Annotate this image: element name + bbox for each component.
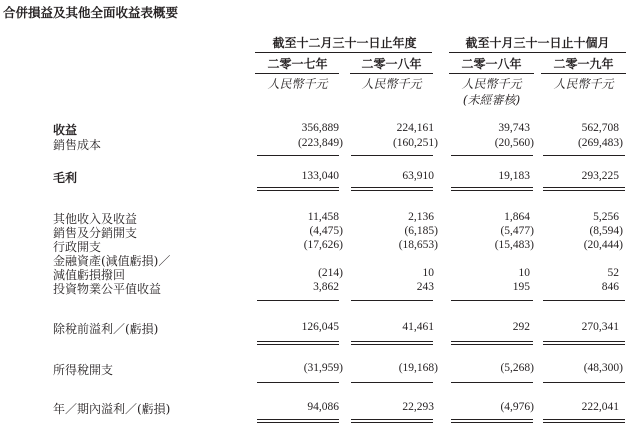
table-cell: 3,862: [313, 281, 339, 293]
row-label-impairment-line1: 金融資產(減值虧損)／: [53, 254, 171, 268]
total-rule: [351, 344, 433, 345]
total-rule: [543, 344, 625, 345]
table-cell: (5,268): [500, 362, 534, 374]
total-rule: [257, 344, 339, 345]
table-cell: 63,910: [402, 170, 434, 182]
table-cell: (4,976): [500, 401, 534, 413]
header-year-rule: [449, 73, 534, 74]
header-group-ten-months: 截至十月三十一日止十個月: [465, 36, 610, 50]
header-unit: 人民幣千元: [461, 77, 522, 91]
total-rule: [351, 187, 433, 188]
table-cell: (223,849): [297, 137, 343, 149]
table-cell: 224,161: [396, 122, 434, 134]
table-cell: (6,185): [404, 225, 438, 237]
total-rule: [451, 187, 533, 188]
header-unit: 人民幣千元: [267, 77, 328, 91]
table-cell: (269,483): [577, 137, 623, 149]
table-cell: (17,626): [303, 239, 343, 251]
row-label-selling-expenses: 銷售及分銷開支: [53, 226, 138, 240]
total-rule: [451, 341, 533, 342]
header-year-2018: 二零一八年: [361, 57, 422, 71]
subtotal-rule: [257, 155, 339, 156]
table-cell: 10: [422, 267, 434, 279]
table-cell: 19,183: [498, 170, 530, 182]
total-rule: [257, 190, 339, 191]
total-rule: [451, 190, 533, 191]
total-rule: [351, 422, 433, 423]
subtotal-rule: [451, 382, 533, 383]
table-cell: 52: [607, 267, 619, 279]
header-unit: 人民幣千元: [553, 77, 614, 91]
total-rule: [351, 341, 433, 342]
table-cell: (19,168): [398, 362, 438, 374]
table-cell: 10: [518, 267, 530, 279]
table-cell: (20,444): [583, 239, 623, 251]
table-cell: 270,341: [581, 321, 619, 333]
header-group-rule: [255, 52, 432, 53]
table-cell: 94,086: [307, 401, 339, 413]
header-year-2017: 二零一七年: [267, 57, 328, 71]
row-label-impairment-line2: 減值虧損撥回: [53, 268, 126, 282]
table-cell: 293,225: [581, 170, 619, 182]
row-label-gross-profit: 毛利: [53, 171, 78, 185]
header-year-rule: [255, 73, 339, 74]
table-cell: 562,708: [581, 122, 619, 134]
total-rule: [451, 422, 533, 423]
subtotal-rule: [351, 155, 433, 156]
table-cell: 846: [601, 281, 619, 293]
table-cell: 222,041: [581, 401, 619, 413]
row-label-other-income: 其他收入及收益: [53, 212, 138, 226]
total-rule: [543, 187, 625, 188]
row-label-profit-for-period: 年／期內溢利／(虧損): [53, 402, 171, 416]
total-rule: [257, 341, 339, 342]
subtotal-rule: [451, 300, 533, 301]
total-rule: [543, 190, 625, 191]
table-cell: 11,458: [307, 211, 339, 223]
header-period-2018: 二零一八年: [461, 57, 522, 71]
table-cell: 243: [416, 281, 434, 293]
total-rule: [543, 341, 625, 342]
header-period-2019: 二零一九年: [553, 57, 614, 71]
table-cell: 133,040: [301, 170, 339, 182]
table-cell: (160,251): [392, 137, 438, 149]
total-rule: [351, 190, 433, 191]
table-cell: (31,959): [303, 362, 343, 374]
header-group-rule: [449, 52, 626, 53]
row-label-cost-of-sales: 銷售成本: [53, 138, 102, 152]
table-cell: 39,743: [498, 122, 530, 134]
table-cell: (18,653): [398, 239, 438, 251]
table-cell: (214): [318, 267, 343, 279]
subtotal-rule: [543, 300, 625, 301]
table-cell: (8,594): [589, 225, 623, 237]
total-rule: [543, 422, 625, 423]
header-group-year: 截至十二月三十一日止年度: [272, 36, 417, 50]
table-cell: 41,461: [402, 321, 434, 333]
table-cell: 292: [512, 321, 530, 333]
table-cell: (48,300): [583, 362, 623, 374]
table-cell: 2,136: [408, 211, 434, 223]
subtotal-rule: [351, 382, 433, 383]
row-label-revenue: 收益: [53, 123, 78, 137]
subtotal-rule: [257, 382, 339, 383]
subtotal-rule: [451, 155, 533, 156]
total-rule: [451, 419, 533, 420]
row-label-profit-before-tax: 除稅前溢利／(虧損): [53, 322, 159, 336]
table-cell: (5,477): [500, 225, 534, 237]
table-cell: (4,475): [309, 225, 343, 237]
table-cell: 5,256: [593, 211, 619, 223]
header-unit: 人民幣千元: [361, 77, 422, 91]
subtotal-rule: [543, 382, 625, 383]
table-cell: 1,864: [504, 211, 530, 223]
total-rule: [451, 344, 533, 345]
header-unaudited-note: (未經審核): [462, 93, 521, 107]
total-rule: [257, 187, 339, 188]
total-rule: [543, 419, 625, 420]
row-label-fair-value-gain: 投資物業公平值收益: [53, 282, 162, 296]
header-year-rule: [350, 73, 433, 74]
table-cell: 195: [512, 281, 530, 293]
total-rule: [257, 422, 339, 423]
row-label-admin-expenses: 行政開支: [53, 240, 102, 254]
header-year-rule: [541, 73, 626, 74]
subtotal-rule: [543, 155, 625, 156]
total-rule: [257, 419, 339, 420]
table-cell: 356,889: [301, 122, 339, 134]
table-cell: 126,045: [301, 321, 339, 333]
table-cell: (20,560): [494, 137, 534, 149]
subtotal-rule: [351, 300, 433, 301]
table-cell: (15,483): [494, 239, 534, 251]
total-rule: [351, 419, 433, 420]
table-cell: 22,293: [402, 401, 434, 413]
subtotal-rule: [257, 300, 339, 301]
row-label-income-tax: 所得稅開支: [53, 363, 114, 377]
page-title: 合併損益及其他全面收益表概要: [3, 5, 179, 20]
